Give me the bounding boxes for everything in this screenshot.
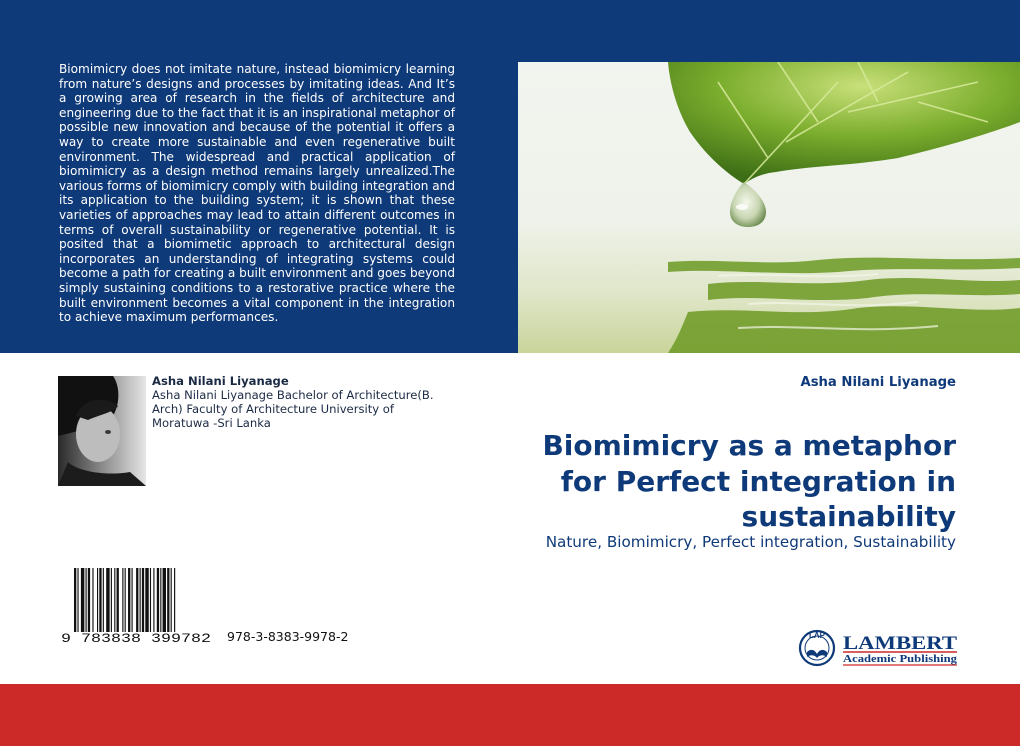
barcode-bar (103, 568, 104, 632)
barcode-bar (167, 568, 169, 632)
barcode-bar (150, 568, 151, 632)
barcode-bar (160, 568, 161, 632)
barcode-bar (140, 568, 141, 632)
barcode-bar (145, 568, 148, 632)
publisher-name: LAMBERT (843, 633, 958, 654)
barcode-bar (174, 568, 175, 632)
barcode-bar (111, 568, 112, 632)
isbn-number: 978-3-8383-9978-2 (227, 629, 349, 644)
leaf-waterdrop-photo (518, 62, 1020, 353)
cover-author-name: Asha Nilani Liyanage (800, 375, 956, 390)
barcode-bar (99, 568, 101, 632)
barcode-bar (92, 568, 93, 632)
barcode-bar (74, 568, 76, 632)
barcode-bar (136, 568, 138, 632)
barcode-bar (106, 568, 109, 632)
barcode-bar (114, 568, 115, 632)
barcode-bar (153, 568, 154, 632)
bottom-red-band (0, 684, 1020, 746)
lambert-publishing-logo (797, 628, 961, 668)
barcode-bar (128, 568, 130, 632)
barcode-bar (97, 568, 98, 632)
bio-author-name: Asha Nilani Liyanage (152, 374, 289, 388)
barcode-bar (163, 568, 166, 632)
publisher-tagline: Academic Publishing (843, 654, 957, 665)
barcode-bar (122, 568, 123, 632)
barcode-bar (117, 568, 119, 632)
publisher-badge: LAP (809, 631, 825, 640)
book-title: Biomimicry as a metaphor for Perfect integration in sustainability (542, 429, 956, 533)
barcode-bar (157, 568, 159, 632)
bio-author-details: Asha Nilani Liyanage Bachelor of Architecture(B. Arch) Faculty of Architecture University of Moratuwa -Sri Lanka (152, 387, 434, 430)
back-cover-blurb: Biomimicry does not imitate nature, instead biomimicry learning from nature’s designs and processes by imitating ideas. And It’s a growing area of research in the fields of architecture and engineering due to the fact that it is an inspirational metaphor of possible new innovation and because of the potential it offers a way to create more sustainable and even regenerative built environment. The widespread and practical application of biomimicry as a design method remains largely unrealized.The various forms of biomimicry comply with building integration and its application to the building system; it is shown that these varieties of approaches may lead to attain different outcomes in terms of overall sustainability or regenerative potential. It is posited that a biomimetic approach to architectural design incorporates an understanding of integrating systems could become a path for creating a built environment and goes beyond simply sustaining conditions to a restorative practice where the built environment becomes a vital component in the integration to achieve maximum performances. (59, 62, 455, 325)
author-bio (152, 375, 452, 431)
isbn-barcode (60, 566, 216, 648)
barcode-bar (86, 568, 87, 632)
barcode-bar (125, 568, 126, 632)
barcode-bar (77, 568, 78, 632)
author-portrait (58, 376, 146, 486)
barcode-bar (132, 568, 133, 632)
barcode-digits: 9 783838 399782 (61, 632, 211, 646)
barcode-bar (81, 568, 84, 632)
barcode-bar (142, 568, 144, 632)
book-subtitle: Nature, Biomimicry, Perfect integration, Sustainability (545, 533, 956, 551)
barcode-bar (88, 568, 90, 632)
barcode-bar (171, 568, 172, 632)
